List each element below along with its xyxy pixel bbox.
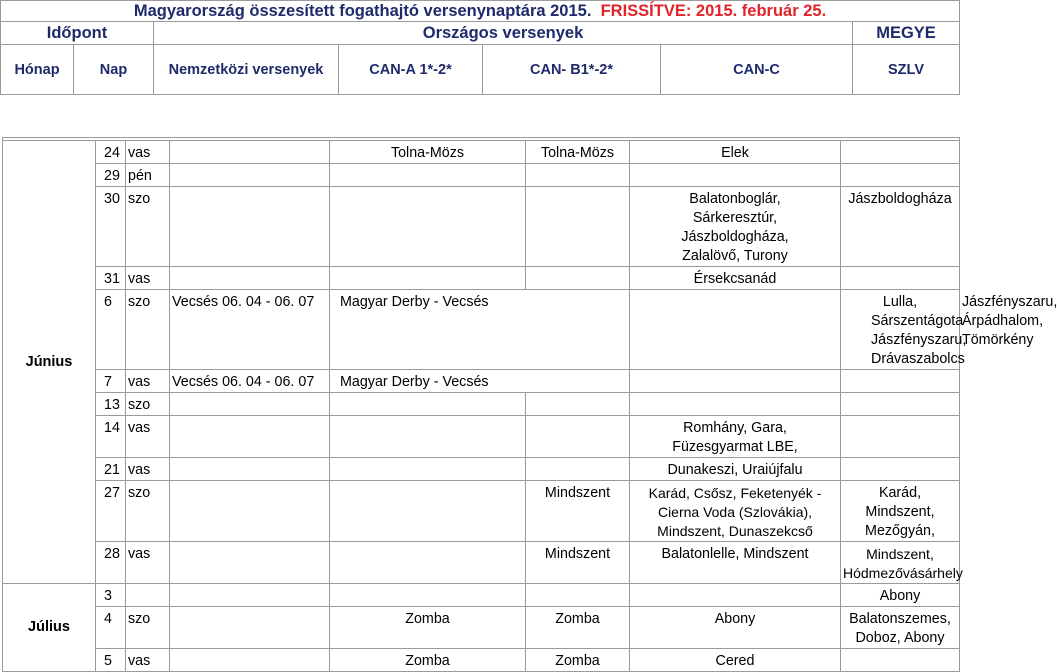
day-cell: 3 <box>96 584 126 607</box>
canc-cell: Romhány, Gara, Füzesgyarmat LBE, <box>630 416 841 458</box>
weekday-cell: szo <box>126 393 170 416</box>
canc-cell <box>630 393 841 416</box>
szlv-cell <box>841 458 960 481</box>
szlv-cell <box>841 141 960 164</box>
col-cana: CAN-A 1*-2* <box>339 45 483 95</box>
day-cell: 29 <box>96 164 126 187</box>
weekday-cell: vas <box>126 141 170 164</box>
weekday-cell: vas <box>126 649 170 672</box>
day-cell: 13 <box>96 393 126 416</box>
canb-cell: Mindszent <box>526 481 630 542</box>
day-cell: 27 <box>96 481 126 542</box>
canb-cell <box>526 584 630 607</box>
weekday-cell: pén <box>126 164 170 187</box>
intl-cell <box>170 267 330 290</box>
intl-cell <box>170 164 330 187</box>
cana-cell: Tolna-Mözs <box>330 141 526 164</box>
table-row <box>3 584 960 607</box>
intl-cell <box>170 584 330 607</box>
szlv-cell: Jászboldogháza <box>841 187 960 267</box>
canb-cell: Mindszent <box>526 542 630 584</box>
table-row: 6 szo Vecsés 06. 04 - 06. 07 Magyar Derby - Vecsés Lulla, Sárszentágota Jászfényszaru, Drávaszabolcs Jászfényszaru, Árpádhalom, Tömörkény <box>3 290 960 370</box>
canb-cell <box>526 164 630 187</box>
table-row <box>3 416 960 458</box>
cana-cell <box>330 393 526 416</box>
szlv-cell: Balatonszemes, Doboz, Abony <box>841 607 960 649</box>
cana-cell <box>330 458 526 481</box>
intl-cell <box>170 607 330 649</box>
intl-cell <box>170 458 330 481</box>
canc-cell: Elek <box>630 141 841 164</box>
day-cell: 21 <box>96 458 126 481</box>
intl-cell: Vecsés 06. 04 - 06. 07 <box>170 370 330 393</box>
cana-cell <box>330 164 526 187</box>
canc-cell: Abony <box>630 607 841 649</box>
day-cell: 28 <box>96 542 126 584</box>
canc-cell: Balatonboglár, Sárkeresztúr, Jászboldogháza, Zalalövő, Turony <box>630 187 841 267</box>
weekday-cell: vas <box>126 370 170 393</box>
cana-cell <box>330 542 526 584</box>
canc-cell: Karád, Csősz, Feketenyék - Cierna Voda (Szlovákia), Mindszent, Dunaszekcső <box>630 481 841 542</box>
szlv-cell <box>841 393 960 416</box>
canb-cell <box>526 416 630 458</box>
intl-cell <box>170 393 330 416</box>
weekday-cell: szo <box>126 290 170 370</box>
table-row <box>3 481 960 542</box>
weekday-cell: vas <box>126 458 170 481</box>
szlv-cell <box>841 267 960 290</box>
intl-cell <box>170 141 330 164</box>
weekday-cell: vas <box>126 267 170 290</box>
canc-cell <box>841 370 960 393</box>
szlv-cell <box>841 416 960 458</box>
canb-cell: Tolna-Mözs <box>526 141 630 164</box>
cana-cell: Magyar Derby - Vecsés <box>330 370 630 393</box>
cana-cell: Zomba <box>330 649 526 672</box>
cana-cell: Zomba <box>330 607 526 649</box>
weekday-cell <box>126 584 170 607</box>
col-szlv: SZLV <box>853 45 960 95</box>
intl-cell <box>170 187 330 267</box>
cana-cell <box>330 416 526 458</box>
section-time: Időpont <box>1 22 154 45</box>
canc-cell: Balatonlelle, Mindszent <box>630 542 841 584</box>
canc-cell: Érsekcsanád <box>630 267 841 290</box>
canb-cell <box>526 267 630 290</box>
col-intl: Nemzetközi versenyek <box>154 45 339 95</box>
day-cell: 31 <box>96 267 126 290</box>
day-cell: 30 <box>96 187 126 267</box>
section-national: Országos versenyek <box>154 22 853 45</box>
canb-cell <box>526 393 630 416</box>
canc-cell: Cered <box>630 649 841 672</box>
cana-cell <box>330 187 526 267</box>
day-cell: 7 <box>96 370 126 393</box>
col-canc: CAN-C <box>661 45 853 95</box>
day-cell: 6 <box>96 290 126 370</box>
intl-cell <box>170 649 330 672</box>
col-canb: CAN- B1*-2* <box>483 45 661 95</box>
szlv-cell: Abony <box>841 584 960 607</box>
canb-cell <box>526 458 630 481</box>
canc-cell <box>630 164 841 187</box>
canb-cell <box>630 370 841 393</box>
weekday-cell: vas <box>126 416 170 458</box>
day-cell: 4 <box>96 607 126 649</box>
col-month: Hónap <box>1 45 74 95</box>
weekday-cell: vas <box>126 542 170 584</box>
day-cell: 24 <box>96 141 126 164</box>
day-cell: 14 <box>96 416 126 458</box>
szlv-cell: Mindszent, Hódmezővásárhely <box>841 542 960 584</box>
canb-cell <box>526 187 630 267</box>
month-june: Június <box>3 141 96 584</box>
table-row <box>3 542 960 584</box>
szlv-cell: Karád, Mindszent, Mezőgyán, <box>841 481 960 542</box>
canb-cell <box>630 290 841 370</box>
table-row <box>3 370 960 393</box>
month-july: Július <box>3 584 96 672</box>
cana-cell <box>330 584 526 607</box>
cana-cell: Magyar Derby - Vecsés <box>330 290 630 370</box>
table-row <box>3 187 960 267</box>
weekday-cell: szo <box>126 607 170 649</box>
canc-cell: Dunakeszi, Uraiújfalu <box>630 458 841 481</box>
header-table <box>0 0 960 95</box>
intl-cell <box>170 416 330 458</box>
szlv-cell <box>841 164 960 187</box>
intl-cell: Vecsés 06. 04 - 06. 07 <box>170 290 330 370</box>
updated-text: FRISSÍTVE: 2015. február 25. <box>600 1 827 20</box>
weekday-cell: szo <box>126 481 170 542</box>
title-text: Magyarország összesített fogathajtó versenynaptára 2015. <box>133 1 592 20</box>
intl-cell <box>170 481 330 542</box>
szlv-cell <box>841 649 960 672</box>
table-row <box>3 267 960 290</box>
page-title <box>1 1 960 22</box>
calendar-table <box>2 137 1057 672</box>
table-row <box>3 649 960 672</box>
canc-cell: Lulla, Sárszentágota Jászfényszaru, Drávaszabolcs <box>841 290 960 370</box>
intl-cell <box>170 542 330 584</box>
table-row <box>3 607 960 649</box>
table-row <box>3 393 960 416</box>
col-day: Nap <box>74 45 154 95</box>
day-cell: 5 <box>96 649 126 672</box>
canb-cell: Zomba <box>526 607 630 649</box>
cana-cell <box>330 481 526 542</box>
table-row <box>3 164 960 187</box>
section-county: MEGYE <box>853 22 960 45</box>
canc-cell <box>630 584 841 607</box>
cana-cell <box>330 267 526 290</box>
weekday-cell: szo <box>126 187 170 267</box>
table-row <box>3 141 960 164</box>
canb-cell: Zomba <box>526 649 630 672</box>
table-row <box>3 458 960 481</box>
